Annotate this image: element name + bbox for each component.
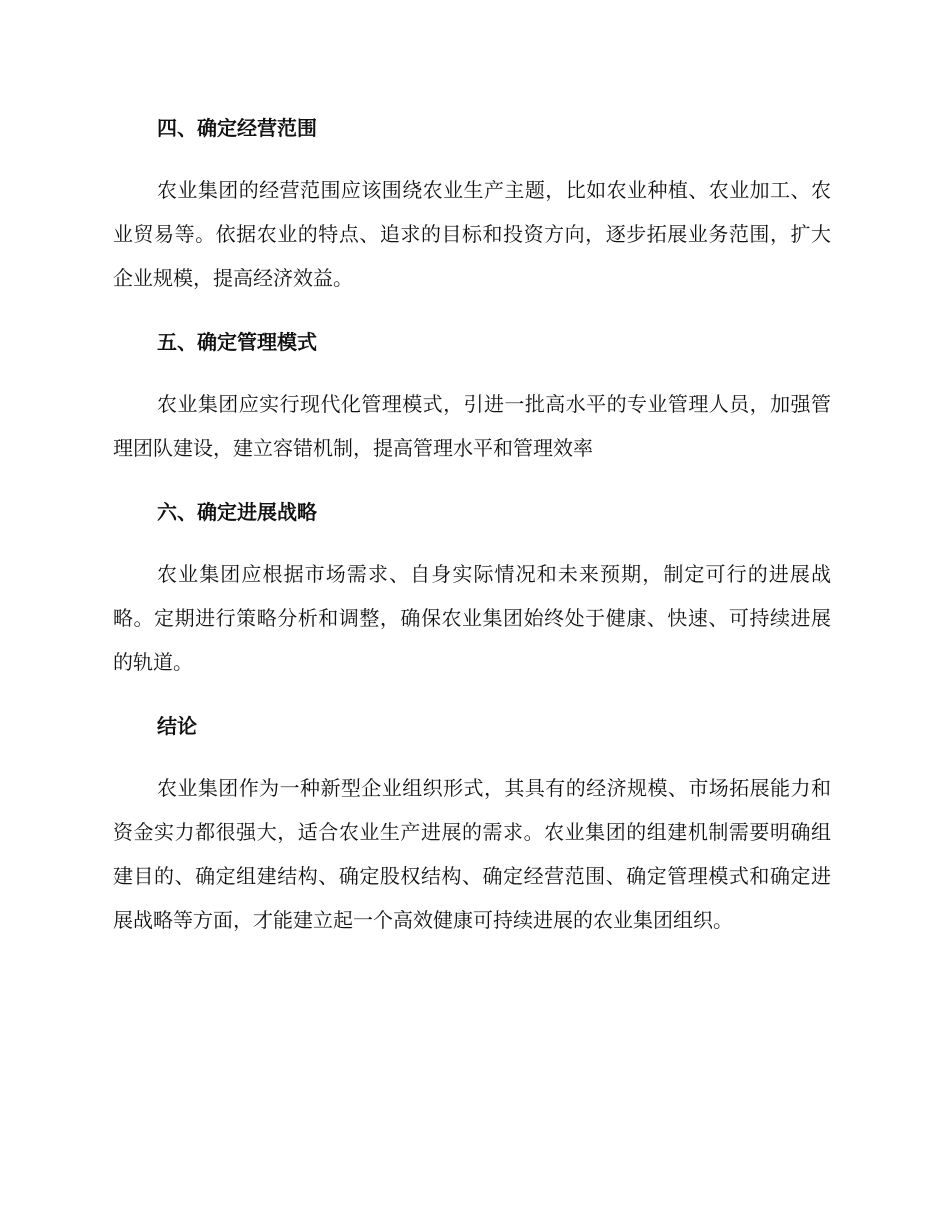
section-conclusion — [113, 710, 831, 942]
section-paragraph: 农业集团应根据市场需求、自身实际情况和未来预期，制定可行的进展战略。定期进行策略分析和调整，确保农业集团始终处于健康、快速、可持续进展的轨道。 — [113, 562, 831, 674]
document-page — [113, 112, 831, 942]
section-paragraph: 农业集团应实行现代化管理模式，引进一批高水平的专业管理人员，加强管理团队建设，建立容错机制，提高管理水平和管理效率 — [113, 392, 831, 460]
section-heading: 四、确定经营范围 — [157, 116, 317, 140]
section-management-mode — [113, 326, 831, 496]
section-heading: 六、确定进展战略 — [157, 500, 317, 524]
section-paragraph: 农业集团的经营范围应该围绕农业生产主题，比如农业种植、农业加工、农业贸易等。依据农业的特点、追求的目标和投资方向，逐步拓展业务范围，扩大企业规模，提高经济效益。 — [113, 178, 831, 290]
section-heading: 结论 — [157, 714, 197, 738]
section-business-scope — [113, 112, 831, 326]
section-paragraph: 农业集团作为一种新型企业组织形式，其具有的经济规模、市场拓展能力和资金实力都很强大，适合农业生产进展的需求。农业集团的组建机制需要明确组建目的、确定组建结构、确定股权结构、确定经营范围、确定管理模式和确定进展战略等方面，才能建立起一个高效健康可持续进展的农业集团组织。 — [113, 776, 831, 932]
section-development-strategy — [113, 496, 831, 710]
section-heading: 五、确定管理模式 — [157, 330, 317, 354]
